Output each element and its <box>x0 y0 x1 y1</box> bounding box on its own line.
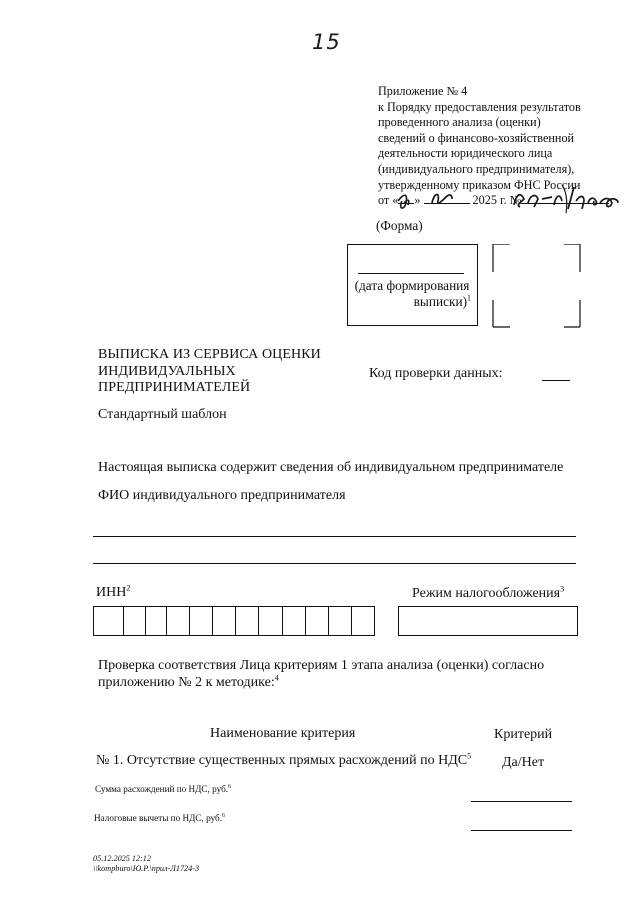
appendix-line: деятельности юридического лица <box>378 146 553 161</box>
approval-date-line <box>378 193 628 209</box>
fio-field-line2 <box>93 563 576 564</box>
check-text-line1: Проверка соответствия Лица критериям 1 этапа анализа (оценки) согласно <box>98 658 545 673</box>
criterion-1-value: Да/Нет <box>502 755 545 770</box>
inn-cell-divider <box>166 606 167 636</box>
appendix-line: сведений о финансово-хозяйственной <box>378 130 575 145</box>
template-label: Стандартный шаблон <box>98 407 227 422</box>
date-input-line <box>358 273 464 274</box>
inn-cell-divider <box>328 606 329 636</box>
title-line3: ПРЕДПРИНИМАТЕЛЕЙ <box>98 380 251 395</box>
date-prefix: от « <box>378 193 399 208</box>
verify-code-field <box>542 380 570 381</box>
inn-label: ИНН <box>96 585 127 600</box>
col-header-criterion: Критерий <box>494 727 553 742</box>
vat-discrepancy-label: Сумма расхождений по НДС, руб. <box>95 784 229 794</box>
inn-cell-divider <box>305 606 306 636</box>
footer-timestamp: 05.12.2025 12:12 <box>93 854 151 863</box>
appendix-header <box>378 84 628 209</box>
year-text: 2025 г. № <box>472 193 522 208</box>
inn-cell-divider <box>258 606 259 636</box>
date-caption-line1: (дата формирования <box>354 278 470 293</box>
inn-cell-divider <box>145 606 146 636</box>
document-title <box>98 347 348 397</box>
fio-label: ФИО индивидуального предпринимателя <box>98 488 346 503</box>
footer-file-path: \\kompburo\Ю.Р.\прил-Л1724-3 <box>93 864 200 873</box>
tax-regime-label-wrap <box>412 586 564 602</box>
corner-bracket-placeholder <box>492 244 582 328</box>
date-caption-line2: выписки) <box>413 294 467 309</box>
verify-code-label: Код проверки данных: <box>369 366 503 381</box>
footnote-5: 5 <box>467 751 472 761</box>
footnote-2: 2 <box>126 583 131 593</box>
vat-deductions-field <box>471 830 572 831</box>
inn-cell-divider <box>351 606 352 636</box>
inn-cell-divider <box>212 606 213 636</box>
appendix-line: проведенного анализа (оценки) <box>378 115 541 130</box>
page-number-handwritten: 15 <box>312 30 341 54</box>
tax-regime-label: Режим налогообложения <box>412 586 561 601</box>
vat-discrepancy-field <box>471 801 572 802</box>
footnote-6: 6 <box>228 783 232 790</box>
inn-cells <box>93 606 375 636</box>
inn-cell-divider <box>123 606 124 636</box>
appendix-line: утвержденному приказом ФНС России <box>378 177 581 192</box>
inn-label-wrap <box>96 585 130 601</box>
inn-cell-divider <box>189 606 190 636</box>
vat-deductions-label: Налоговые вычеты по НДС, руб. <box>94 813 223 823</box>
criterion-row-1 <box>96 753 471 769</box>
appendix-line: Приложение № 4 <box>378 84 468 98</box>
check-text-line2-wrap <box>98 674 578 691</box>
footnote-6: 6 <box>222 812 226 819</box>
inn-cell-divider <box>282 606 283 636</box>
footer-meta <box>93 854 199 874</box>
fio-field-line1 <box>93 536 576 537</box>
title-line1: ВЫПИСКА ИЗ СЕРВИСА ОЦЕНКИ <box>98 347 321 362</box>
check-text <box>98 657 578 691</box>
title-line2: ИНДИВИДУАЛЬНЫХ <box>98 363 236 379</box>
appendix-line: (индивидуального предпринимателя), <box>378 161 575 176</box>
inn-cell-divider <box>235 606 236 636</box>
tax-regime-field <box>398 606 578 636</box>
appendix-line: к Порядку предоставления результатов <box>378 99 581 114</box>
criterion-1-label: № 1. Отсутствие существенных прямых расхождений по НДС <box>96 753 468 768</box>
form-label: (Форма) <box>376 218 423 233</box>
statement-text: Настоящая выписка содержит сведения об индивидуальном предпринимателе <box>98 460 564 475</box>
handwritten-date-order-signature <box>392 179 632 219</box>
sub-row-vat-discrepancy <box>95 784 231 794</box>
date-box-caption <box>349 278 475 310</box>
date-caption-line2-wrap <box>349 294 475 310</box>
check-text-line2: приложению № 2 к методике: <box>98 675 275 690</box>
col-header-name: Наименование критерия <box>210 726 356 741</box>
footnote-4: 4 <box>274 673 279 683</box>
footnote-3: 3 <box>560 584 565 594</box>
date-mid: » <box>414 193 421 208</box>
footnote-1: 1 <box>467 293 471 303</box>
sub-row-vat-deductions <box>94 813 225 823</box>
